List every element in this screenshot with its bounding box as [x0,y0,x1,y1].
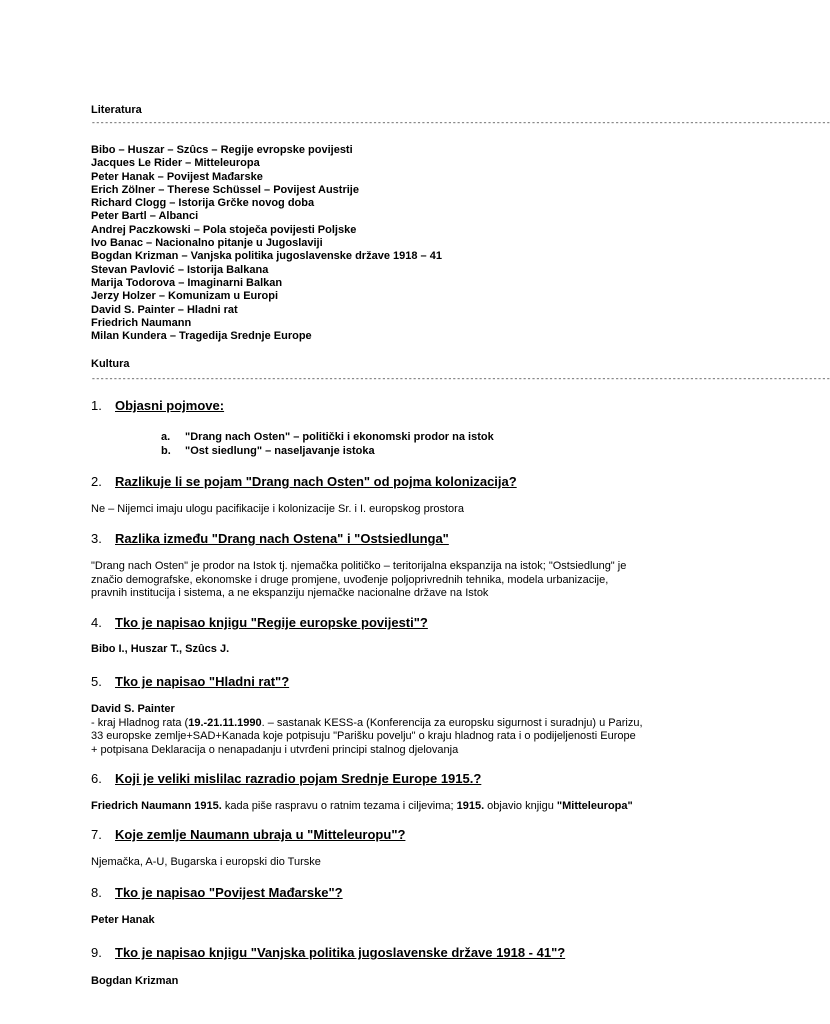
answer-fragment: kada piše raspravu o ratnim tezama i ciljevima; [221,800,457,812]
answer-fragment: objavio knjigu [484,800,557,812]
answer-fragment: Friedrich Naumann 1915. [91,800,222,812]
question-text: Tko je napisao "Povijest Mađarske"? [115,885,343,900]
question-9 [91,945,565,961]
q1-item-b [161,444,375,458]
answer-7: Njemačka, A-U, Bugarska i europski dio Turske [91,856,321,868]
answer-4: Bibo I., Huszar T., Szûcs J. [91,643,230,655]
question-text: Objasni pojmove: [115,398,225,413]
literature-item: Andrej Paczkowski – Pola stoječa povijesti Poljske [91,223,357,236]
question-text: Koje zemlje Naumann ubraja u "Mitteleuropu"? [115,827,406,842]
question-number: 9. [91,945,102,960]
answer-fragment: 1915. [456,800,485,812]
question-text: Koji je veliki mislilac razradio pojam Srednje Europe 1915.? [115,771,482,786]
question-number: 7. [91,827,102,842]
literature-item: Friedrich Naumann [91,316,192,329]
answer-line [91,717,691,731]
item-text: "Ost siedlung" – naseljavanje istoka [185,445,375,457]
literature-list [91,144,442,343]
answer-fragment: . – sastanak KESS-a (Konferencija za europsku sigurnost i suradnju) u Parizu, [261,716,643,729]
question-text: Razlika između "Drang nach Ostena" i "Ostsiedlunga" [115,531,449,546]
answer-8: Peter Hanak [91,914,155,926]
item-letter: a. [161,431,171,443]
answer-6 [91,800,691,814]
literatura-heading: Literatura [91,104,142,116]
question-3 [91,531,449,547]
item-text: "Drang nach Osten" – politički i ekonomski prodor na istok [185,431,494,443]
question-text: Tko je napisao knjigu "Regije europske povijesti"? [115,615,428,630]
q1-item-a [161,430,494,444]
question-number: 1. [91,398,102,413]
kultura-heading: Kultura [91,358,130,370]
answer-5 [91,703,691,757]
answer-line: značio demografske, ekonomske i druge promjene, uvođenje poljoprivrednih tehnika, modela urbanizacije, [91,573,609,586]
literature-item: Richard Clogg – Istorija Grčke novog doba [91,197,315,210]
question-4 [91,615,428,631]
literature-item: David S. Painter – Hladni rat [91,303,238,316]
item-letter: b. [161,445,171,457]
question-text: Tko je napisao "Hladni rat"? [115,674,290,689]
question-text: Tko je napisao knjigu "Vanjska politika jugoslavenske države 1918 - 41"? [115,945,566,960]
literatura-divider: ------------------------------------------------------------------------------------------------------------------------------------------------------------------------ [91,119,830,128]
literature-item: Jacques Le Rider – Mitteleuropa [91,157,260,170]
kultura-divider: ------------------------------------------------------------------------------------------------------------------------------------------------------------------------ [91,375,830,384]
question-text: Razlikuje li se pojam "Drang nach Osten" od pojma kolonizacija? [115,474,517,489]
answer-3 [91,560,691,601]
answer-line: + potpisana Deklaracija o nenapadanju i utvrđeni principi stalnog djelovanja [91,743,459,756]
literature-item: Ivo Banac – Nacionalno pitanje u Jugoslaviji [91,237,323,250]
answer-line: 33 europske zemlje+SAD+Kanada koje potpisuju "Parišku povelju" o kraju hladnog rata i o podijeljenosti Europe [91,730,636,742]
literature-item: Milan Kundera – Tragedija Srednje Europe [91,330,312,343]
question-number: 6. [91,771,102,786]
question-8 [91,885,343,901]
question-2 [91,474,517,490]
literature-item: Peter Hanak – Povijest Mađarske [91,170,263,183]
answer-author: David S. Painter [91,703,175,715]
literature-item: Stevan Pavlović – Istorija Balkana [91,263,269,276]
literature-item: Bogdan Krizman – Vanjska politika jugoslavenske države 1918 – 41 [91,250,442,263]
answer-9: Bogdan Krizman [91,975,179,987]
answer-fragment: - kraj Hladnog rata ( [91,716,189,729]
question-number: 3. [91,531,102,546]
question-1 [91,398,224,414]
answer-line: pravnih institucija i sistema, a ne ekspanziju njemačke nacionalne države na Istok [91,587,489,599]
question-7 [91,827,405,843]
question-number: 8. [91,885,102,900]
question-number: 2. [91,474,102,489]
literature-item: Jerzy Holzer – Komunizam u Europi [91,290,279,303]
answer-date: 19.-21.11.1990 [188,716,262,729]
question-5 [91,674,289,690]
answer-line: "Drang nach Osten" je prodor na Istok tj. njemačka političko – teritorijalna ekspanzija na istok; "Ostsiedlung" je [91,560,627,572]
literature-item: Erich Zölner – Therese Schüssel – Povijest Austrije [91,183,359,196]
answer-fragment: "Mitteleuropa" [556,800,633,812]
question-number: 5. [91,674,102,689]
question-6 [91,771,481,787]
question-number: 4. [91,615,102,630]
literature-item: Marija Todorova – Imaginarni Balkan [91,276,283,289]
literature-item: Bibo – Huszar – Szûcs – Regije evropske povijesti [91,144,353,156]
literature-item: Peter Bartl – Albanci [91,210,199,223]
answer-2: Ne – Nijemci imaju ulogu pacifikacije i kolonizacije Sr. i I. europskog prostora [91,503,464,515]
